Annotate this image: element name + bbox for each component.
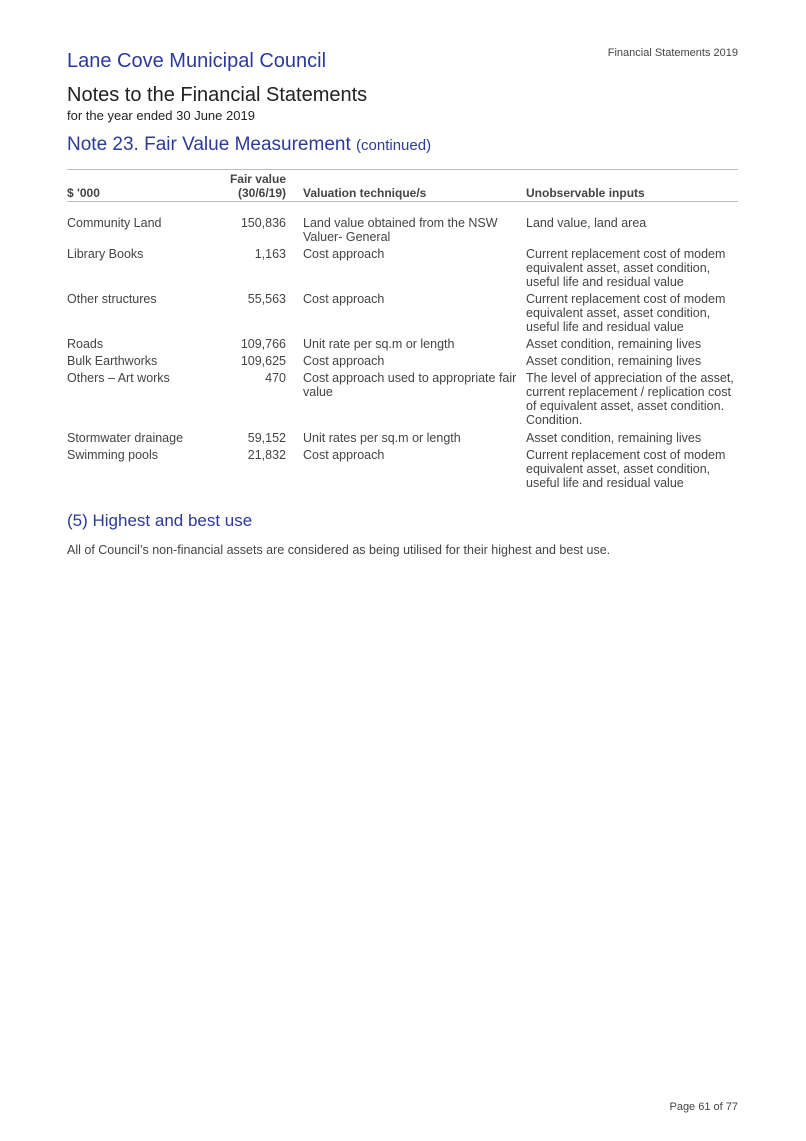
row-asset: Others – Art works	[67, 371, 170, 385]
row-asset: Swimming pools	[67, 448, 159, 462]
row-technique: Cost approach	[303, 354, 385, 368]
header-rule	[67, 201, 738, 202]
row-asset: Roads	[67, 337, 104, 351]
row-value: 55,563	[247, 292, 286, 306]
note-continued: (continued)	[356, 137, 432, 154]
row-technique: Cost approach	[303, 292, 385, 306]
row-value: 150,836	[240, 216, 286, 230]
header-unit: $ '000	[67, 186, 100, 200]
row-value: 109,766	[240, 337, 286, 351]
row-value: 1,163	[254, 247, 286, 261]
note-title: Note 23. Fair Value Measurement	[67, 134, 351, 155]
page-number: Page 61 of 77	[669, 1101, 738, 1113]
row-value: 21,832	[247, 448, 286, 462]
section-heading: (5) Highest and best use	[67, 511, 253, 530]
row-technique: Cost approach	[303, 448, 385, 462]
row-inputs: Asset condition, remaining lives	[526, 431, 702, 445]
row-technique: Unit rates per sq.m or length	[303, 431, 461, 445]
row-technique: Unit rate per sq.m or length	[303, 337, 455, 351]
row-value: 109,625	[240, 354, 286, 368]
row-inputs: Current replacement cost of modem equivalent asset, asset condition, useful life and residual value	[526, 448, 726, 490]
row-inputs: The level of appreciation of the asset, current replacement / replication cost of equivalent asset, asset condition. Condition.	[526, 371, 734, 427]
row-inputs: Current replacement cost of modem equivalent asset, asset condition, useful life and residual value	[526, 247, 726, 289]
section-body: All of Council’s non-financial assets are considered as being utilised for their highest and best use.	[67, 543, 611, 557]
statement-label: Financial Statements 2019	[607, 47, 738, 59]
row-asset: Bulk Earthworks	[67, 354, 158, 368]
row-asset: Community Land	[67, 216, 162, 230]
row-asset: Library Books	[67, 247, 144, 261]
row-asset: Stormwater drainage	[67, 431, 184, 445]
header-fair-value-date: (30/6/19)	[237, 186, 286, 200]
row-asset: Other structures	[67, 292, 157, 306]
row-technique: Cost approach	[303, 247, 385, 261]
header-technique: Valuation technique/s	[303, 186, 427, 200]
council-name: Lane Cove Municipal Council	[67, 50, 327, 72]
table-top-rule	[67, 169, 738, 170]
row-inputs: Asset condition, remaining lives	[526, 337, 702, 351]
notes-title: Notes to the Financial Statements	[67, 84, 368, 106]
row-inputs: Asset condition, remaining lives	[526, 354, 702, 368]
row-value: 470	[265, 371, 286, 385]
row-inputs: Land value, land area	[526, 216, 647, 230]
row-technique: Land value obtained from the NSW Valuer- General	[303, 216, 498, 244]
row-technique: Cost approach used to appropriate fair value	[303, 371, 517, 399]
row-inputs: Current replacement cost of modem equivalent asset, asset condition, useful life and residual value	[526, 292, 726, 334]
header-inputs: Unobservable inputs	[526, 186, 645, 200]
reporting-period: for the year ended 30 June 2019	[67, 108, 255, 123]
header-fair-value: Fair value	[229, 172, 286, 186]
note-heading	[67, 134, 431, 156]
row-value: 59,152	[247, 431, 286, 445]
